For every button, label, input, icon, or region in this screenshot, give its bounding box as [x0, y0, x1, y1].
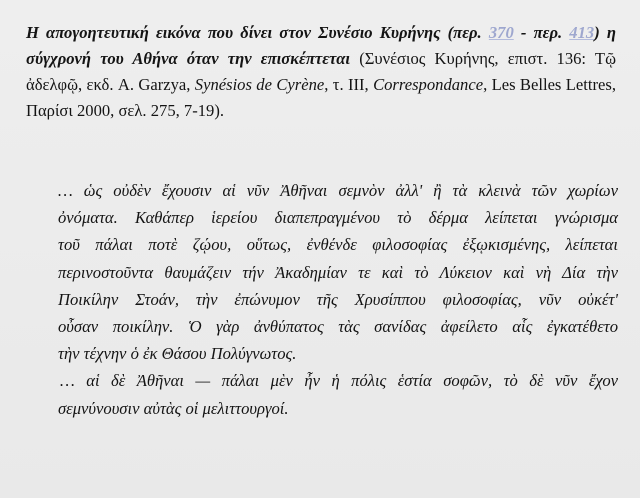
citation-text-3: , Les Belles Lettres, Παρίσι 2000, σελ. 275, 7-19).: [26, 75, 616, 120]
quote-second-paragraph-line: … αἱ δὲ Ἀθῆναι — πάλαι μὲν ἦν ἡ πόλις ἑστία σοφῶν, τὸ δὲ νῦν ἔχον: [60, 371, 618, 391]
quote-line: οὖσαν ποικίλην. Ὁ γὰρ ἀνθύπατος τὰς σανίδας ἀφείλετο αἷς ἐγκατέθετο: [58, 317, 618, 337]
heading-title-part-3: ) η σύγχρονή του Αθήνα όταν την επισκέπτεται: [26, 23, 616, 68]
citation-text-2: , τ. III,: [324, 75, 369, 94]
citation-title-1: Synésios de Cyrène: [194, 75, 325, 94]
document-heading: [26, 20, 616, 124]
heading-title-part-1: Η απογοητευτική εικόνα που δίνει στον Συνέσιο Κυρήνης (περ.: [26, 23, 482, 42]
quote-line: … ὡς οὐδὲν ἔχουσιν αἱ νῦν Ἀθῆναι σεμνὸν ἀλλ' ἢ τὰ κλεινὰ τῶν χωρίων: [58, 181, 618, 200]
quote-second-paragraph-line: σεμνύνουσιν αὐτὰς οἱ μελιττουργοί.: [58, 398, 289, 418]
quote-line: Ποικίλην Στοάν, τὴν ἐπώνυμον τῆς Χρυσίππου φιλοσοφίας, νῦν οὐκέτ': [58, 289, 618, 309]
greek-quote: [58, 177, 618, 422]
quote-line: ὀνόματα. Καθάπερ ἱερείου διαπεπραγμένου τὸ δέρμα λείπεται γνώρισμα: [58, 208, 618, 228]
quote-line: τοῦ πάλαι ποτὲ ζῴου, οὕτως, ἐνθένδε φιλοσοφίας ἐξῳκισμένης, λείπεται: [58, 235, 618, 255]
citation-text-1: (Συνέσιος Κυρήνης, επιστ. 136: Τῷ ἀδελφῷ, εκδ. A. Garzya,: [26, 49, 616, 94]
quote-line: τὴν τέχνην ὁ ἐκ Θάσου Πολύγνωτος.: [58, 344, 297, 364]
citation-title-2: Correspondance: [373, 75, 484, 94]
heading-title-part-2: - περ.: [520, 23, 563, 42]
year-to-link[interactable]: 413: [569, 23, 595, 42]
year-from-link[interactable]: 370: [488, 23, 514, 42]
quote-line: περινοστοῦντα θαυμάζειν τήν Ἀκαδημίαν τε καὶ τὸ Λύκειον καὶ νὴ Δία τὴν: [58, 262, 618, 282]
